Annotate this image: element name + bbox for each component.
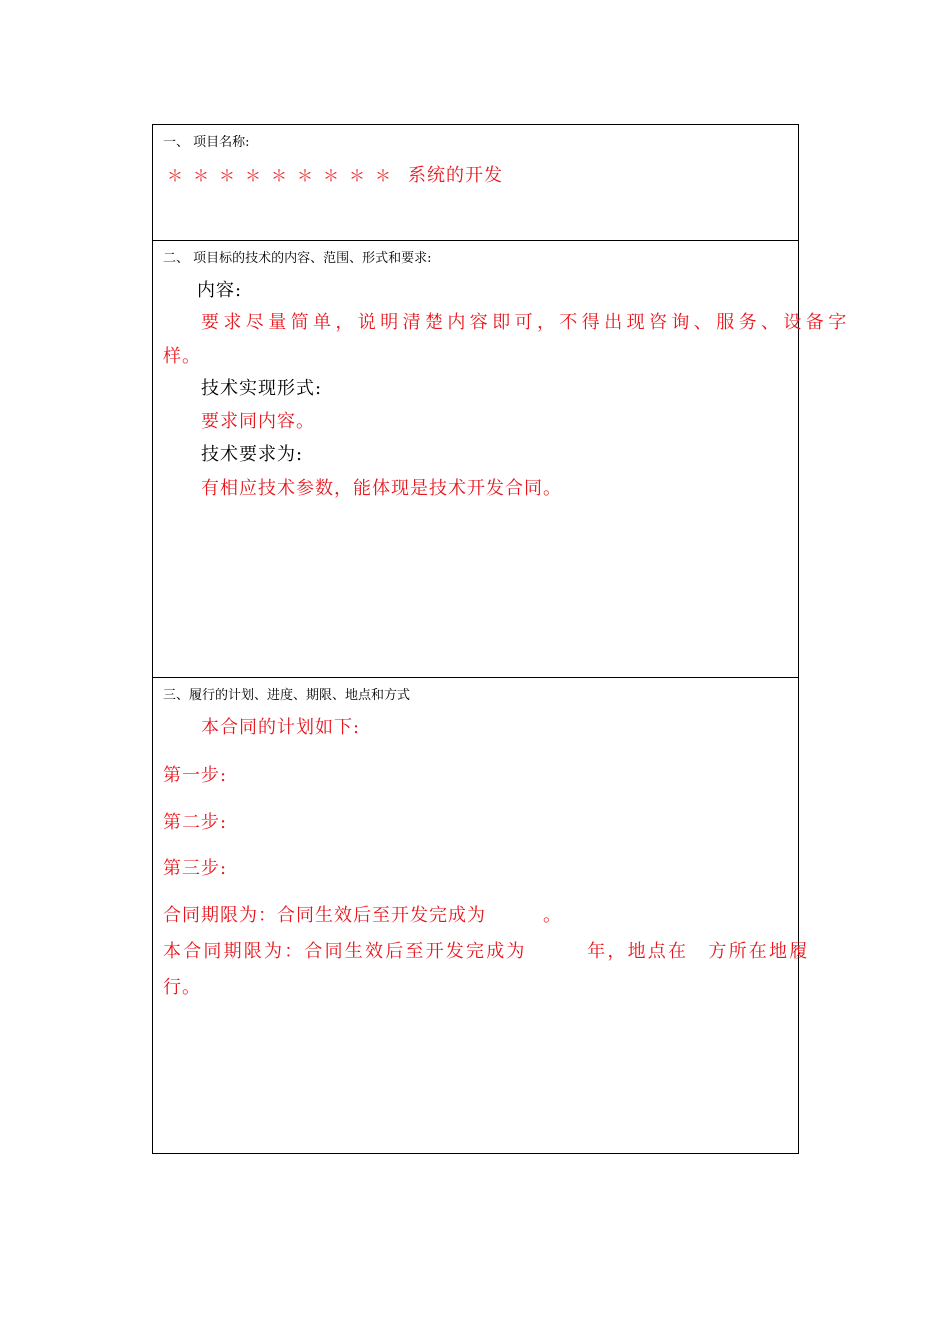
project-name-placeholder: ＊＊＊＊＊＊＊＊＊ — [167, 166, 402, 185]
section1-heading: 一、 项目名称: — [163, 135, 250, 150]
contract-form-table — [152, 124, 851, 1154]
tech-req-label: 技术要求为: — [201, 444, 304, 465]
contract-term-place-line2: 行。 — [163, 977, 201, 998]
content-label: 内容: — [197, 280, 243, 301]
plan-intro: 本合同的计划如下: — [201, 717, 361, 738]
section-performance-plan — [153, 678, 810, 1153]
section2-heading: 二、 项目标的技术的内容、范围、形式和要求: — [163, 251, 432, 266]
plan-step-3: 第三步: — [163, 858, 228, 879]
content-text-line1: 要求尽量简单，说明清楚内容即可，不得出现咨询、服务、设备字 — [201, 312, 851, 333]
project-name-suffix: 系统的开发 — [408, 165, 504, 186]
tech-form-label: 技术实现形式: — [201, 378, 323, 399]
section3-heading: 三、履行的计划、进度、期限、地点和方式 — [163, 688, 411, 703]
section-technical-content — [153, 241, 851, 678]
contract-term-place-line1: 本合同期限为：合同生效后至开发完成为 年，地点在 方所在地履 — [163, 941, 810, 962]
project-name-line — [167, 161, 503, 187]
contract-term-line: 合同期限为：合同生效后至开发完成为 。 — [163, 905, 562, 926]
tech-req-text: 有相应技术参数，能体现是技术开发合同。 — [201, 478, 562, 499]
section-project-name — [153, 125, 798, 241]
plan-step-2: 第二步: — [163, 812, 228, 833]
tech-form-text: 要求同内容。 — [201, 411, 315, 432]
plan-step-1: 第一步: — [163, 765, 228, 786]
content-text-line2: 样。 — [163, 346, 201, 367]
